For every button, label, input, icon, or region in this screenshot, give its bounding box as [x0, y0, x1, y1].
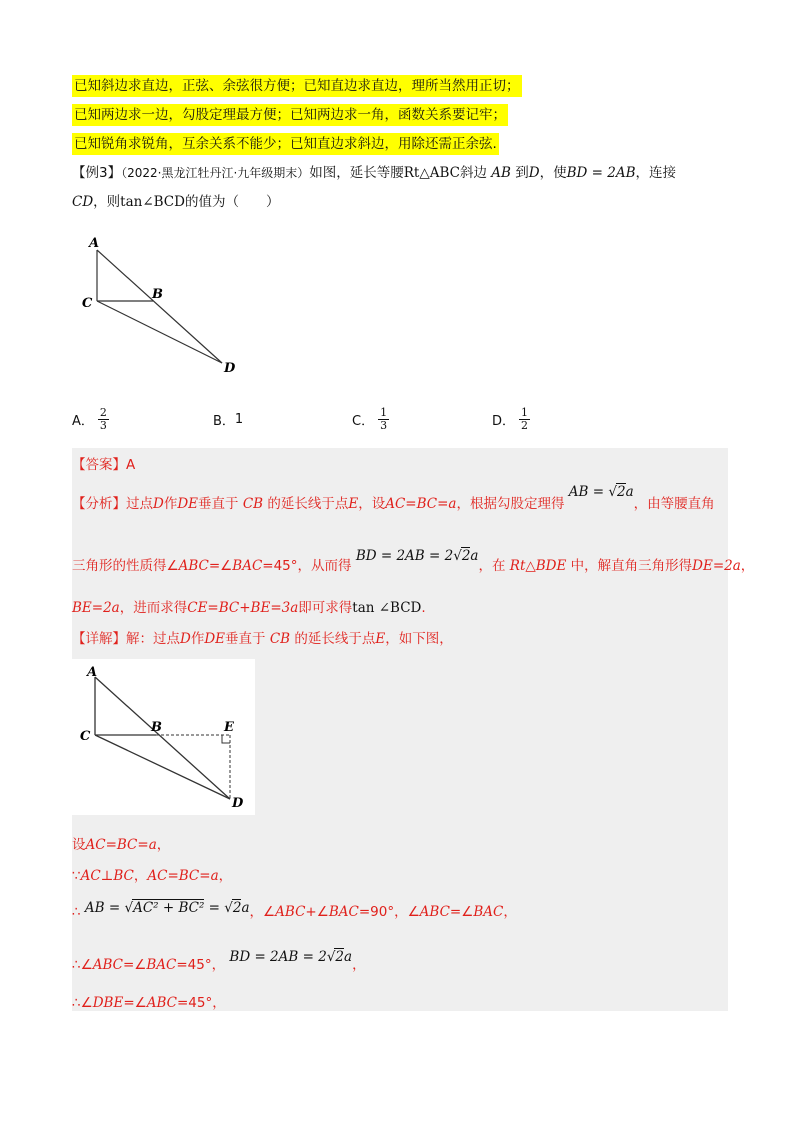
segment-cd [97, 301, 222, 363]
text: ， [156, 837, 171, 853]
math: CB [242, 496, 264, 512]
math: BE=2a [72, 600, 120, 616]
text: ， [503, 904, 517, 920]
math: BD = 2AB = 2 [355, 548, 454, 564]
math-rt-abc: Rt△ABC [403, 165, 460, 181]
question-text: ，使 [539, 165, 567, 181]
mnemonic-line-1: 已知斜边求直边，正弦、余弦很方便；已知直边求直边，理所当然用正切； [72, 75, 522, 97]
option-c-fraction [378, 407, 389, 432]
step-5 [72, 991, 226, 1011]
numerator: 1 [380, 406, 388, 419]
text: =∠ [123, 995, 147, 1011]
math: 2 [232, 900, 242, 916]
text: ， [740, 558, 755, 574]
text: ， [218, 868, 233, 884]
math-bd-eq: BD = 2AB [566, 165, 636, 181]
math: D [180, 631, 191, 647]
math-ab: AB [491, 165, 511, 181]
math: = [204, 900, 225, 916]
step-4 [72, 949, 366, 973]
option-a-fraction [98, 407, 109, 432]
math: ABC [92, 957, 123, 973]
answer-tag: 【答案】 [72, 457, 126, 473]
text: ∴∠ [72, 995, 93, 1011]
text: 过点 [126, 496, 153, 512]
step-3 [72, 900, 517, 920]
label-a: A [87, 665, 98, 680]
math: 2 [461, 548, 471, 564]
math: DE [177, 496, 199, 512]
example-question-line-1 [72, 162, 676, 184]
question-text: 到 [515, 165, 529, 181]
math: a [625, 484, 634, 500]
text: 三角形的性质得∠ [72, 558, 179, 574]
text: 的延长线于点 [267, 496, 349, 512]
text: +∠ [305, 904, 329, 920]
text: =∠ [122, 957, 147, 973]
text: ，由等腰直角 [633, 496, 715, 512]
math-ab-sqrt2a: AB = √2a [568, 484, 634, 500]
text: ∴∠ [72, 957, 93, 973]
option-d[interactable] [492, 407, 534, 432]
question-text: ，则 [93, 194, 121, 210]
math: AC² + BC² [133, 900, 205, 916]
text: 作 [190, 631, 205, 647]
mnemonic-line-2: 已知两边求一边，勾股定理最方便；已知两边求一角，函数关系要记牢； [72, 104, 508, 126]
segment-cd [95, 735, 230, 799]
question-text: 斜边 [460, 165, 487, 181]
math: 2 [335, 949, 345, 965]
text: ， [352, 957, 366, 973]
detail-line-1 [72, 627, 453, 647]
math: ABC [146, 995, 177, 1011]
math: DBE [92, 995, 124, 1011]
math: a [344, 949, 353, 965]
text: ，进而求得 [119, 600, 188, 616]
option-a-letter: A． [72, 414, 94, 429]
math: a [470, 548, 479, 564]
label-b: B [152, 287, 163, 302]
mnemonic-line-3: 已知锐角求锐角，互余关系不能少；已知直边求斜边，用除还需正余弦. [72, 133, 499, 155]
text: 垂直于 [225, 631, 266, 647]
math-cd: CD [72, 194, 94, 210]
text: ∴ [72, 904, 81, 920]
option-c[interactable] [352, 407, 393, 432]
text: 作 [163, 496, 178, 512]
math-tan-bcd: tan∠BCD [120, 194, 185, 210]
math: BAC [328, 904, 359, 920]
text: =45°，从而得 [262, 558, 352, 574]
math: ABC [275, 904, 306, 920]
option-c-letter: C． [352, 414, 375, 429]
math-ab-pythagoras: AB = √AC² + BC² = √2a [84, 900, 250, 916]
math: AC=BC=a [85, 837, 157, 853]
label-a: A [89, 236, 100, 251]
label-b: B [151, 720, 162, 735]
text: =45°， [176, 995, 226, 1011]
label-e: E [224, 720, 234, 735]
example-tag: 【例3】 [72, 165, 122, 181]
segment-ad [97, 250, 222, 363]
math: CE=BC+BE=3a [187, 600, 299, 616]
question-text: ，连接 [635, 165, 676, 181]
text: 中，解直角三角形得 [570, 558, 693, 574]
math: AB = [568, 484, 609, 500]
text: ∵ [72, 868, 81, 884]
math: ABC [178, 558, 209, 574]
math: Rt△BDE [509, 558, 567, 574]
example-question-line-2 [72, 191, 279, 213]
text: ，∠ [249, 904, 276, 920]
denominator: 3 [99, 419, 107, 432]
math: BD = 2AB = 2 [229, 949, 327, 965]
math: a [241, 900, 250, 916]
math: DE=2a [692, 558, 741, 574]
math: AB = [84, 900, 125, 916]
text: ，根据勾股定理得 [456, 496, 565, 512]
figure-triangle-2 [72, 659, 255, 815]
step-2 [72, 864, 232, 884]
text: =∠ [449, 904, 474, 920]
text: =90°，∠ [358, 904, 420, 920]
text: =45°， [176, 957, 226, 973]
analysis-tag: 【分析】 [72, 496, 126, 512]
answer-line [72, 453, 135, 473]
math: tan ∠BCD [352, 600, 422, 616]
math: ABC [419, 904, 450, 920]
text: =∠ [208, 558, 233, 574]
math: AC=BC=a [147, 868, 219, 884]
detail-tag: 【详解】 [72, 631, 126, 647]
text: ，设 [358, 496, 386, 512]
segment-ad [95, 677, 230, 799]
option-b[interactable] [213, 410, 243, 429]
math: E [348, 496, 359, 512]
math: CB [269, 631, 291, 647]
step-1 [72, 833, 170, 853]
text: ，在 [478, 558, 506, 574]
math: BAC [232, 558, 263, 574]
option-b-letter: B． [213, 414, 235, 429]
math-bd-value: BD = 2AB = 2√2a [229, 949, 353, 965]
math: BAC [146, 957, 177, 973]
denominator: 2 [521, 419, 529, 432]
text: ， [133, 868, 148, 884]
text: ，如下图， [385, 631, 453, 647]
math: AC=BC=a [385, 496, 457, 512]
question-text: 的值为（ ） [184, 194, 280, 210]
analysis-line-2 [72, 548, 755, 574]
option-a[interactable] [72, 407, 113, 432]
math: DE [204, 631, 226, 647]
math-bd-2sqrt2a: BD = 2AB = 2√2a [355, 548, 479, 564]
label-d: D [232, 796, 244, 811]
text: 解：过点 [126, 631, 180, 647]
answer-value: A [126, 457, 136, 473]
math: BAC [473, 904, 504, 920]
math-d: D [528, 165, 540, 181]
text: . [421, 600, 426, 616]
option-d-letter: D． [492, 414, 516, 429]
label-c: C [82, 296, 93, 311]
text: 即可求得 [298, 600, 353, 616]
math: AC⊥BC [80, 868, 134, 884]
numerator: 1 [521, 406, 529, 419]
option-d-fraction [519, 407, 530, 432]
figure-triangle-1 [80, 232, 250, 377]
math: D [153, 496, 164, 512]
question-text: 如图，延长等腰 [309, 165, 404, 181]
denominator: 3 [380, 419, 388, 432]
example-source: （2022·黑龙江牡丹江·九年级期末） [121, 166, 310, 180]
option-b-value: 1 [234, 412, 244, 427]
text: 设 [72, 837, 86, 853]
math: 2 [616, 484, 626, 500]
math: E [375, 631, 386, 647]
text: 的延长线于点 [294, 631, 376, 647]
analysis-line-1 [72, 484, 715, 512]
text: 垂直于 [198, 496, 239, 512]
numerator: 2 [99, 406, 107, 419]
right-angle-mark [222, 735, 230, 743]
analysis-line-3 [72, 596, 426, 616]
label-d: D [224, 361, 236, 376]
label-c: C [80, 729, 91, 744]
